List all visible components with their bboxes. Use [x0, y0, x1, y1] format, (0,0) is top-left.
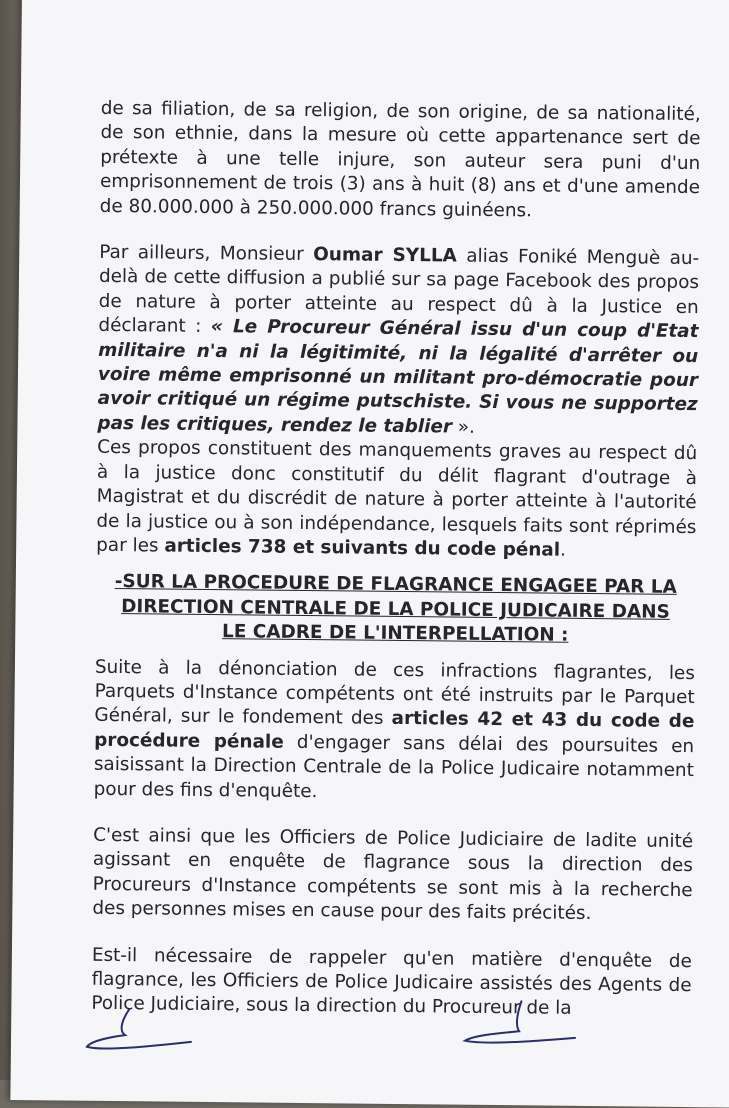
offence-end: . — [559, 539, 567, 561]
paragraph-proceedings — [94, 655, 696, 808]
text-after-name: alias Foniké Menguè au-delà de cette diffusion a publié sur sa page Facebook des propos de nature à porter atteinte au respect dû à la Justice en déclarant : — [98, 245, 700, 338]
paragraph-investigation: C'est ainsi que les Officiers de Police Judiciaire de ladite unité agissant en enquête de flagrance sous la direction des Procureurs d'Instance compétents se sont mis à la recherche des personnes mises en cause pour des faits précités. — [92, 824, 694, 925]
section-heading-line-3: LE CADRE DE L'INTERPELLATION : — [222, 621, 569, 646]
proceedings-end: d'engager sans délai des poursuites en saisissant la Direction Centrale de la Police Judicaire notamment pour des fins d'enquête. — [93, 731, 695, 802]
paragraph-reminder: Est-il nécessaire de rappeler qu'en matière d'enquête de flagrance, les Officiers de Police Judicaire assistés des Agents de Police Judiciaire, sous la direction du Procureur de la — [91, 944, 692, 1020]
text-intro: Par ailleurs, Monsieur — [99, 241, 314, 266]
penal-articles: articles 738 et suivants du code pénal — [164, 535, 561, 561]
section-heading-line-1: -SUR LA PROCEDURE DE FLAGRANCE ENGAGEE PAR LA — [114, 571, 677, 599]
paper-sheet — [10, 0, 729, 1108]
person-name: Oumar SYLLA — [313, 244, 457, 267]
proceedings-text: Suite à la dénonciation de ces infractions flagrantes, les Parquets d'Instance compétents ont été instruits par le Parquet Général, sur le fondement des — [94, 656, 695, 730]
initial-signature-right — [451, 995, 582, 1056]
initial-signature-left — [81, 1001, 202, 1062]
document-body — [91, 97, 701, 1023]
section-heading-line-2: DIRECTION CENTRALE DE LA POLICE JUDICAIRE DANS — [121, 595, 670, 623]
quote-end: ». — [451, 416, 476, 438]
paragraph-declaration — [97, 241, 699, 443]
quoted-statement: « Le Procureur Général issu d'un coup d'Etat militaire n'a ni la légitimité, ni la légalité d'arrêter ou voire même emprisonné un militant pro-démocratie pour avoir critiqué un régime putschiste. Si vous ne supportez pas les critiques, rendez le tablier — [97, 316, 699, 438]
paragraph-penalty: de sa filiation, de sa religion, de son origine, de sa nationalité, de son ethnie, dans la mesure où cette appartenance sert de prétexte à une telle injure, son auteur sera puni d'un emprisonnement de trois (3) ans à huit (8) ans et d'une amende de 80.000.000 à 250.000.000 francs guinéens. — [99, 97, 701, 221]
offence-text: Ces propos constituent des manquements graves au respect dû à la justice donc constitutif du délit flagrant d'outrage à Magistrat et du discrédit de nature à porter atteinte à l'autorité de la justice ou à son indépendance, lesquels faits sont réprimés par les — [96, 437, 698, 557]
paragraph-offence — [96, 436, 697, 564]
procedure-articles: articles 42 et 43 du code de procédure pénale — [94, 708, 695, 753]
